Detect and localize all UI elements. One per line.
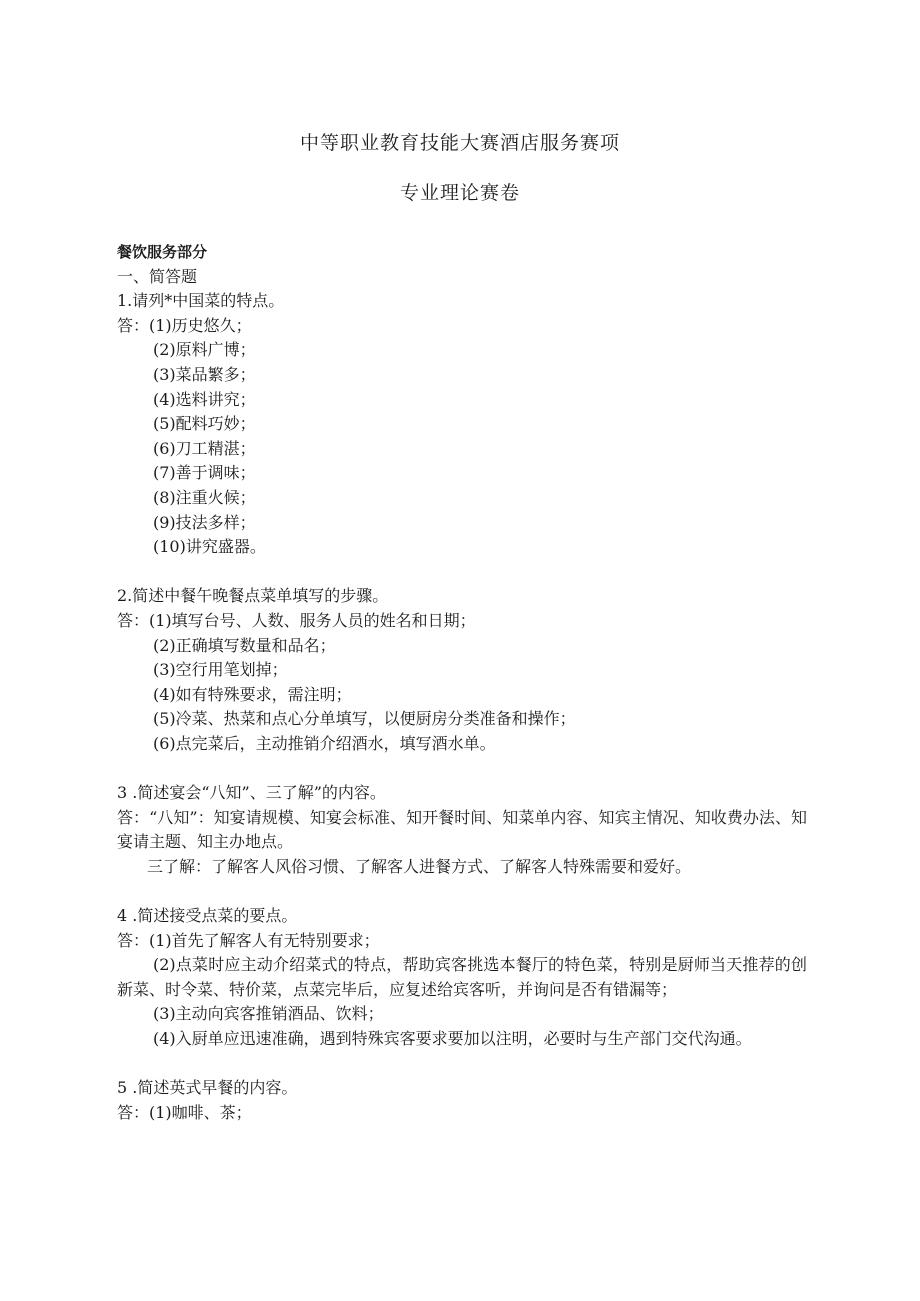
q2-answer-item: (3)空行用笔划掉；: [153, 660, 288, 680]
part-heading: 一、简答题: [117, 266, 198, 286]
question-3: 3 .简述宴会“八知”、三了解”的内容。: [117, 783, 386, 803]
q2-answer-item: (5)冷菜、热菜和点心分单填写，以便厨房分类准备和操作；: [153, 709, 576, 729]
q1-answer-item: (6)刀工精湛；: [153, 438, 256, 458]
q1-answer-item: (10)讲究盛器。: [153, 537, 266, 557]
q1-answer-item: (5)配料巧妙；: [153, 414, 256, 434]
q1-answer-item: (4)选料讲究；: [153, 389, 256, 409]
section-heading: 餐饮服务部分: [117, 243, 208, 261]
q1-answer-item: (8)注重火候；: [153, 487, 256, 507]
question-4: 4 .简述接受点菜的要点。: [117, 906, 298, 926]
document-body: [117, 240, 807, 1125]
q1-answer-item: (7)善于调味；: [153, 463, 256, 483]
q1-answer-item: (3)菜品繁多；: [153, 364, 256, 384]
q2-answer-item: (2)正确填写数量和品名；: [153, 635, 336, 655]
spacer: [117, 560, 807, 585]
spacer: [117, 879, 807, 904]
q3-answer-paragraph: 三了解：了解客人风俗习惯、了解客人进餐方式、了解客人特殊需要和爱好。: [147, 856, 692, 876]
document-title: 中等职业教育技能大赛酒店服务赛项: [299, 132, 620, 154]
q1-answer-first: 答：(1)历史悠久；: [117, 315, 252, 335]
q4-answer-first: 答：(1)首先了解客人有无特别要求；: [117, 930, 380, 950]
q2-answer-item: (4)如有特殊要求，需注明；: [153, 684, 352, 704]
q2-answer-first: 答：(1)填写台号、人数、服务人员的姓名和日期；: [117, 610, 476, 630]
q4-answer-paragraph: (2)点菜时应主动介绍菜式的特点，帮助宾客挑选本餐厅的特色菜，特别是厨师当天推荐的创新菜、时令菜、特价菜，点菜完毕后，应复述给宾客听，并询问是否有错漏等；: [117, 955, 807, 999]
document-subtitle: 专业理论赛卷: [399, 182, 520, 204]
q1-answer-item: (9)技法多样；: [153, 512, 256, 532]
spacer: [117, 756, 807, 781]
question-1: 1.请列*中国菜的特点。: [117, 291, 285, 311]
q1-answer-item: (2)原料广博；: [153, 340, 256, 360]
q4-answer-item: (3)主动向宾客推销酒品、饮料；: [153, 1004, 384, 1024]
q4-answer-paragraph: (4)入厨单应迅速准确，遇到特殊宾客要求要加以注明，必要时与生产部门交代沟通。: [153, 1029, 752, 1048]
spacer: [117, 1052, 807, 1077]
question-2: 2.简述中餐午晚餐点菜单填写的步骤。: [117, 586, 389, 606]
q2-answer-item: (6)点完菜后，主动推销介绍酒水，填写酒水单。: [153, 733, 496, 753]
question-5: 5 .简述英式早餐的内容。: [117, 1078, 298, 1098]
q3-answer-paragraph: 答：“八知”：知宴请规模、知宴会标准、知开餐时间、知菜单内容、知宾主情况、知收费办法、知宴请主题、知主办地点。: [117, 807, 807, 852]
q5-answer-first: 答：(1)咖啡、茶；: [117, 1102, 252, 1122]
